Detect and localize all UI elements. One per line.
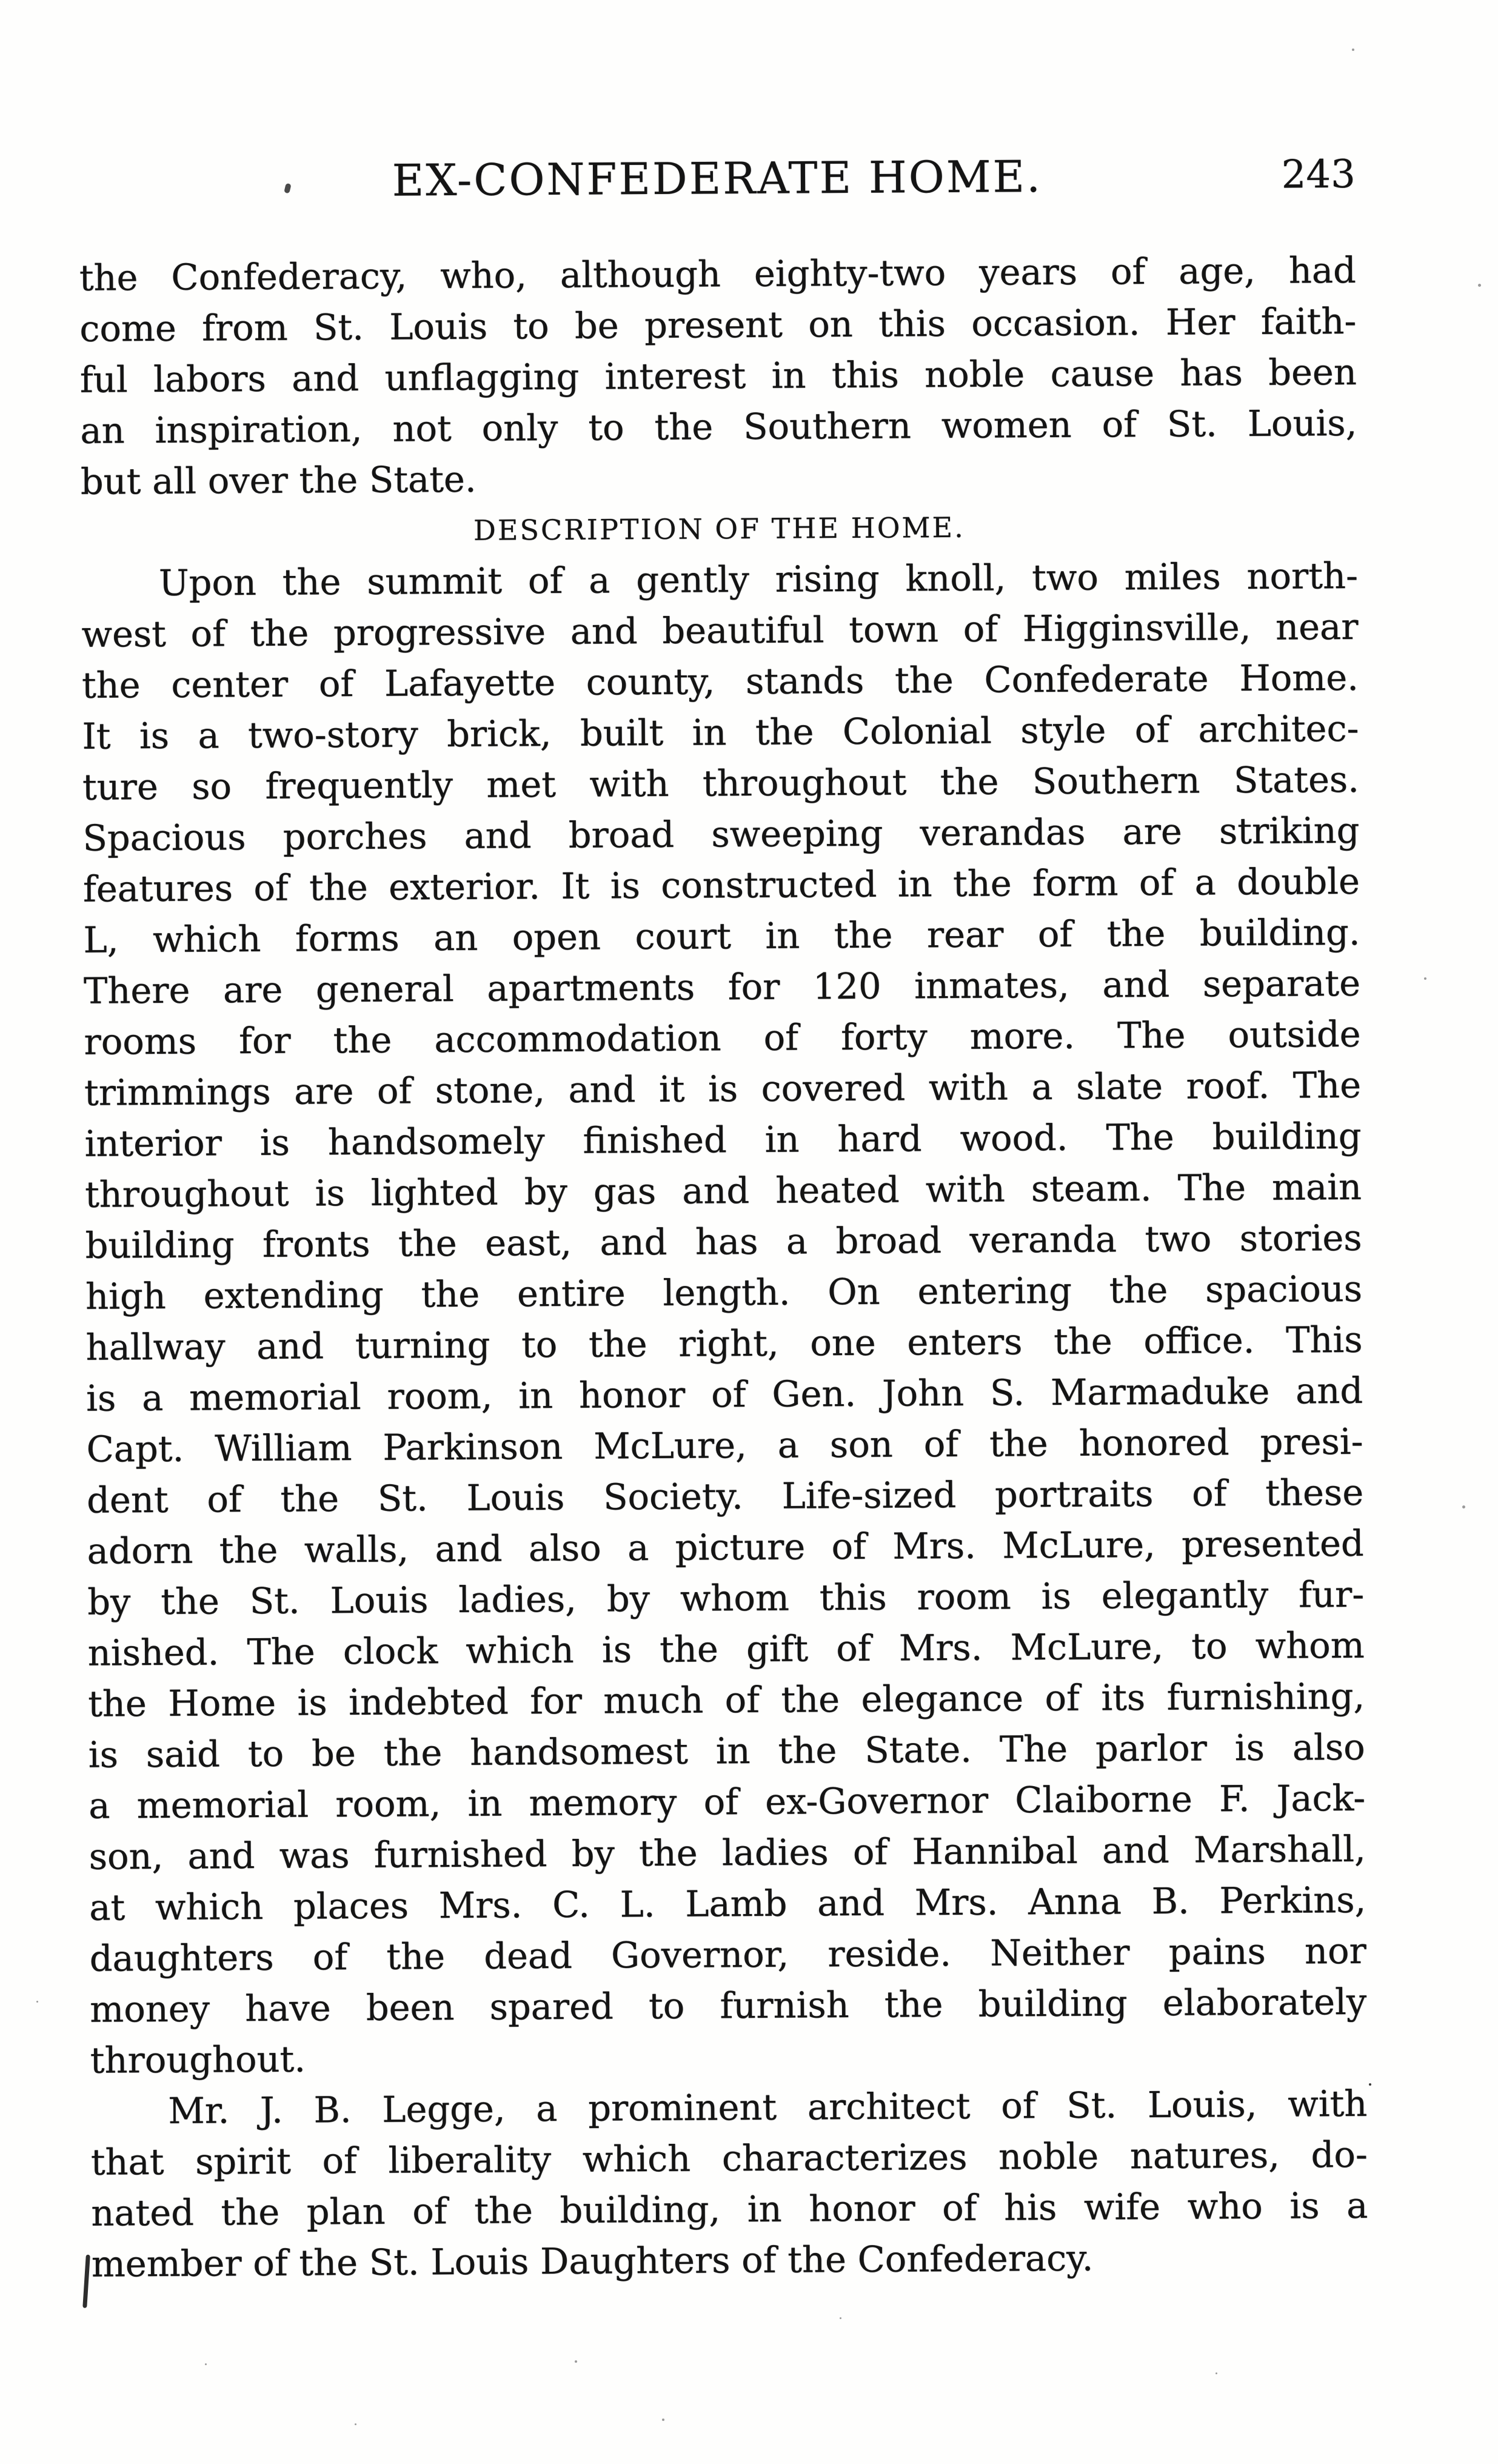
text-line: rooms for the accommodation of forty more. The outside: [84, 1013, 1361, 1063]
text-line: Upon the summit of a gently rising knoll, two miles north-: [158, 554, 1359, 604]
text-line: L, which forms an open court in the rear of the building.: [83, 911, 1360, 961]
running-title: EX-CONFEDERATE HOME.: [392, 151, 1043, 206]
text-line: building fronts the east, and has a broad veranda two stories: [85, 1216, 1362, 1267]
text-line: son, and was furnished by the ladies of Hannibal and Marshall,: [89, 1827, 1366, 1878]
text-line: the Home is indebted for much of the elegance of its furnishing,: [88, 1675, 1365, 1725]
text-line: that spirit of liberality which characterizes noble natures, do-: [90, 2133, 1368, 2183]
ink-tick: [82, 2255, 90, 2308]
scan-speck: [575, 2360, 577, 2363]
text-line: an inspiration, not only to the Southern women of St. Louis,: [80, 401, 1357, 452]
text-line: at which places Mrs. C. L. Lamb and Mrs. Anna B. Perkins,: [89, 1878, 1366, 1929]
page-header: [79, 147, 1356, 210]
text-line: high extending the entire length. On entering the spacious: [85, 1267, 1363, 1317]
text-line: is a memorial room, in honor of Gen. John S. Marmaduke and: [85, 1369, 1363, 1419]
paragraph: [81, 551, 1367, 2086]
text-line: trimmings are of stone, and it is covered with a slate roof. The: [84, 1063, 1362, 1114]
scan-speck: [36, 2001, 38, 2003]
text-line: throughout is lighted by gas and heated with steam. The main: [84, 1165, 1362, 1216]
text-line: nished. The clock which is the gift of Mrs. McLure, to whom: [87, 1624, 1365, 1674]
scan-speck: [1215, 2372, 1217, 2374]
text-line: It is a two-story brick, built in the Colonial style of architec-: [82, 707, 1359, 757]
text-line: Capt. William Parkinson McLure, a son of the honored presi-: [86, 1420, 1363, 1470]
text-line: but all over the State.: [80, 458, 476, 503]
text-line: come from St. Louis to be present on this occasion. Her faith-: [79, 300, 1357, 350]
text-line: dent of the St. Louis Society. Life-sized portraits of these: [86, 1471, 1364, 1521]
scan-speck: [355, 2423, 356, 2425]
text-line: the Confederacy, who, although eighty-two years of age, had: [79, 249, 1357, 299]
text-line: hallway and turning to the right, one enters the office. This: [85, 1318, 1363, 1368]
text-line: the center of Lafayette county, stands the Confederate Home.: [81, 656, 1359, 706]
scan-speck: [1462, 1505, 1465, 1508]
text-line: ful labors and unflagging interest in this noble cause has been: [79, 350, 1357, 401]
text-line: money have been spared to furnish the building elaborately: [90, 1980, 1367, 2030]
page-body: [79, 245, 1368, 2290]
text-line: Spacious porches and broad sweeping verandas are striking: [82, 809, 1360, 859]
text-line: There are general apartments for 120 inmates, and separate: [83, 962, 1361, 1012]
section-heading: DESCRIPTION OF THE HOME.: [473, 511, 965, 547]
scan-speck: [840, 2317, 841, 2319]
page-number: 243: [1281, 152, 1356, 198]
text-line: adorn the walls, and also a picture of Mrs. McLure, presented: [87, 1522, 1364, 1572]
text-line: Mr. J. B. Legge, a prominent architect of St. Louis, with: [168, 2082, 1368, 2132]
paragraph: [79, 245, 1358, 507]
scan-speck: [1352, 49, 1354, 51]
scan-speck: [662, 2419, 664, 2421]
text-line: is said to be the handsomest in the State. The parlor is also: [88, 1726, 1365, 1776]
scan-speck: [1424, 977, 1426, 980]
text-line: ture so frequently met with throughout the Southern States.: [82, 758, 1360, 808]
text-line: interior is handsomely finished in hard wood. The building: [84, 1114, 1362, 1165]
text-line: member of the St. Louis Daughters of the Confederacy.: [91, 2237, 1094, 2285]
paragraph: [90, 2078, 1368, 2290]
scan-speck: [1369, 2083, 1371, 2086]
text-line: features of the exterior. It is constructed in the form of a double: [82, 860, 1360, 910]
text-line: throughout.: [90, 2038, 306, 2081]
scan-speck: [1478, 284, 1481, 287]
text-line: a memorial room, in memory of ex-Governor Claiborne F. Jack-: [89, 1776, 1366, 1827]
scan-speck: [205, 2363, 207, 2365]
text-line: daughters of the dead Governor, reside. Neither pains nor: [89, 1929, 1366, 1980]
text-line: by the St. Louis ladies, by whom this room is elegantly fur-: [87, 1573, 1365, 1623]
text-line: nated the plan of the building, in honor of his wife who is a: [91, 2184, 1368, 2234]
text-line: west of the progressive and beautiful town of Higginsville, near: [81, 605, 1359, 655]
